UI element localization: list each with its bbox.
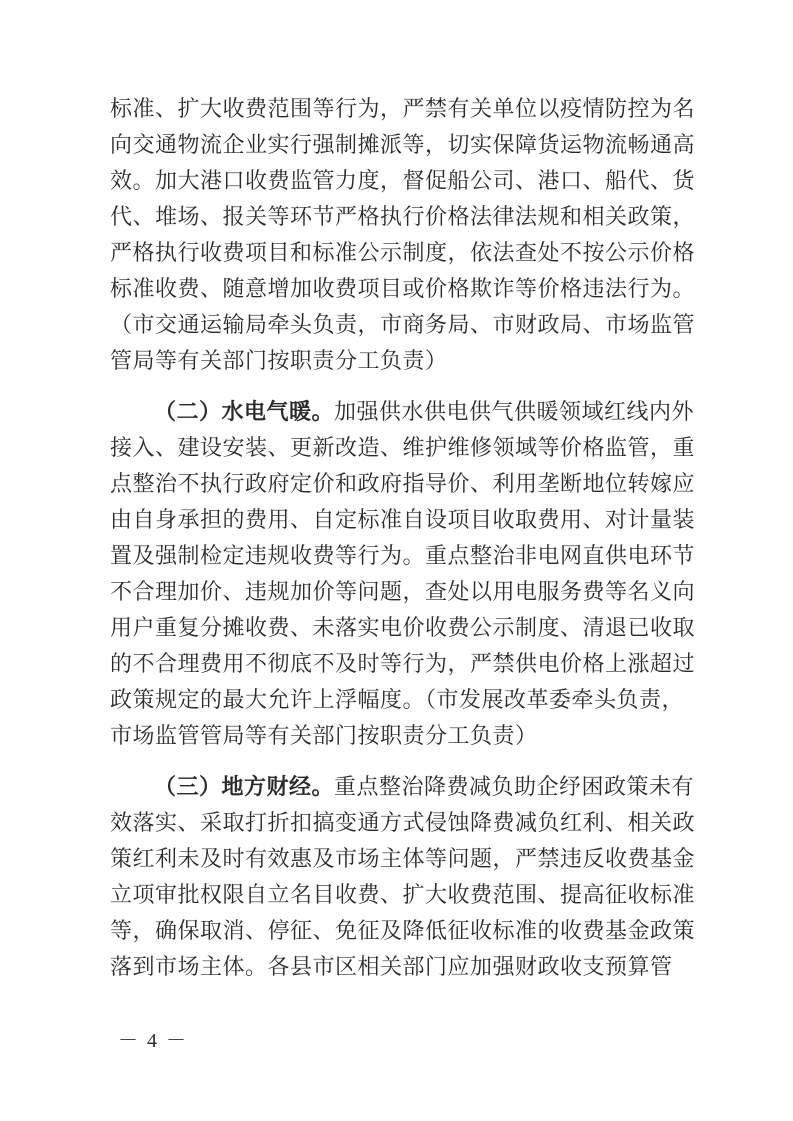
text-line: [110, 770, 695, 806]
text-line: 点整治不执行政府定价和政府指导价、利用垄断地位转嫁应: [110, 472, 696, 497]
text-line: 标准收费、随意增加收费项目或价格欺诈等价格违法行为。: [110, 277, 696, 302]
text-line: 效。加大港口收费监管力度，督促船公司、港口、船代、货: [110, 169, 696, 194]
paragraph-transport-logistics: [110, 92, 696, 380]
text-line: 等，确保取消、停征、免征及降低征收标准的收费基金政策: [110, 919, 696, 944]
section-heading: （三）地方财经。: [154, 775, 335, 800]
text-line: 接入、建设安装、更新改造、维护维修领域等价格监管，重: [110, 436, 696, 461]
text-line: 代、堆场、报关等环节严格执行价格法律法规和相关政策，: [110, 205, 696, 230]
text-run: 重点整治降费减负助企纾困政策未有: [334, 775, 695, 800]
paragraph-local-finance: [110, 770, 696, 986]
text-line: 置及强制检定违规收费等行为。重点整治非电网直供电环节: [110, 544, 696, 569]
text-line: 的不合理费用不彻底不及时等行为，严禁供电价格上涨超过: [110, 652, 696, 677]
text-line: 策红利未及时有效惠及市场主体等问题，严禁违反收费基金: [110, 847, 696, 872]
text-line: 落到市场主体。各县市区相关部门应加强财政收支预算管: [110, 955, 673, 980]
text-line: （市交通运输局牵头负责，市商务局、市财政局、市场监管: [110, 313, 696, 338]
page-number: － 4 －: [118, 1030, 188, 1052]
text-line: 严格执行收费项目和标准公示制度，依法查处不按公示价格: [110, 241, 696, 266]
text-line: 用户重复分摊收费、未落实电价收费公示制度、清退已收取: [110, 616, 696, 641]
text-line: 管局等有关部门按职责分工负责）: [110, 349, 448, 374]
text-line: [110, 395, 695, 431]
text-run: 加强供水供电供气供暖领域红线内外: [334, 400, 695, 425]
section-heading: （二）水电气暖。: [154, 400, 335, 425]
text-line: 立项审批权限自立名目收费、扩大收费范围、提高征收标准: [110, 883, 696, 908]
text-line: 效落实、采取打折扣搞变通方式侵蚀降费减负红利、相关政: [110, 811, 696, 836]
text-line: 向交通物流企业实行强制摊派等，切实保障货运物流畅通高: [110, 133, 696, 158]
paragraph-utilities: [110, 395, 696, 755]
text-line: 市场监管管局等有关部门按职责分工负责）: [110, 724, 538, 749]
text-line: 不合理加价、违规加价等问题，查处以用电服务费等名义向: [110, 580, 696, 605]
text-line: 政策规定的最大允许上浮幅度。（市发展改革委牵头负责，: [110, 688, 685, 713]
text-line: 标准、扩大收费范围等行为，严禁有关单位以疫情防控为名: [110, 97, 696, 122]
text-line: 由自身承担的费用、自定标准自设项目收取费用、对计量装: [110, 508, 696, 533]
